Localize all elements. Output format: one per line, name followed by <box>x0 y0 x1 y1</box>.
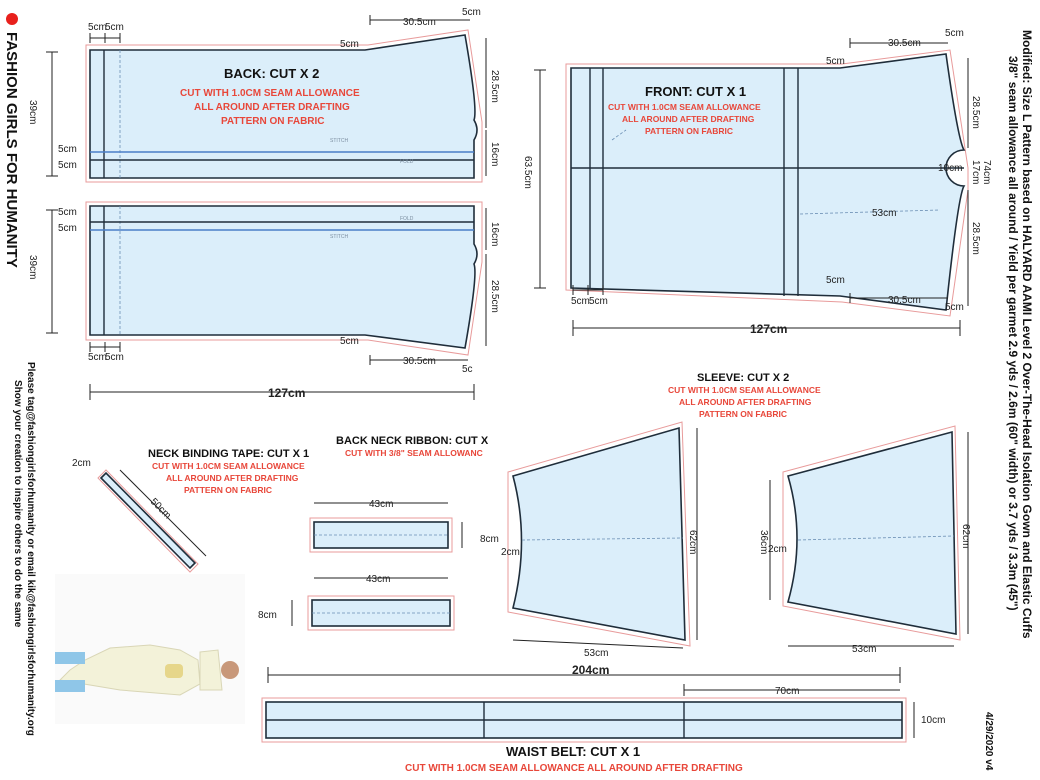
back-dim-top: 5cm <box>462 7 481 18</box>
front-dim-shoulder: 30.5cm <box>888 38 921 49</box>
waist-belt-section: 70cm <box>775 686 800 697</box>
neck-binding-note-2: ALL AROUND AFTER DRAFTING <box>166 473 299 483</box>
social-line1: Please tag@fashiongirlsforhumanity or email kik@fashiongirlsforhumanity.org <box>25 362 36 736</box>
waist-belt-title: WAIST BELT: CUT X 1 <box>506 744 641 759</box>
front-note-1: CUT WITH 1.0CM SEAM ALLOWANCE <box>608 102 761 112</box>
sleeve-a-bottom: 53cm <box>584 648 609 659</box>
gown-model-illustration <box>55 574 245 724</box>
neck-ribbon-title: BACK NECK RIBBON: CUT X <box>336 435 489 447</box>
back-dim-lower-shoulder: 30.5cm <box>403 356 436 367</box>
sleeve-b-bottom: 53cm <box>852 644 877 655</box>
back-dim-neck: 5cm <box>340 39 359 50</box>
neck-ribbon-b-length: 43cm <box>366 574 391 585</box>
waist-belt-piece <box>262 667 914 742</box>
front-dim-neck: 5cm <box>826 56 845 67</box>
neck-ribbon-b-height: 8cm <box>258 610 277 621</box>
sleeve-a-length: 62cm <box>687 530 698 555</box>
sleeve-b-length: 62cm <box>960 524 971 549</box>
back-dim-lower-strap-b: 5cm <box>105 352 124 363</box>
neck-ribbon-piece-a <box>310 503 462 552</box>
waist-belt-note: CUT WITH 1.0CM SEAM ALLOWANCE ALL AROUND AFTER DRAFTING <box>405 763 743 774</box>
front-dim-armhole: 28.5cm <box>970 96 981 129</box>
front-pattern-piece <box>566 50 968 316</box>
sleeve-piece-left <box>508 422 697 648</box>
neck-ribbon-a-length: 43cm <box>369 499 394 510</box>
front-note-3: PATTERN ON FABRIC <box>645 126 733 136</box>
neck-ribbon-piece-b <box>292 578 454 630</box>
back-dim-width: 127cm <box>268 386 306 400</box>
pattern-info-line2: 3/8" seam allowance all around / Yield per garmet 2.9 yds / 2.6m (60" width) or 3.7 yds / 3.3m (45") <box>1006 56 1020 611</box>
front-dim-lower-neck: 5cm <box>826 275 845 286</box>
neck-binding-title: NECK BINDING TAPE: CUT X 1 <box>148 448 310 460</box>
front-dim-top: 5cm <box>945 28 964 39</box>
front-dim-neck10: 10cm <box>938 163 963 174</box>
back-dim-strap-a: 5cm <box>88 22 107 33</box>
neck-binding-length: 50cm <box>147 496 173 522</box>
back-dim-lower-neck: 5cm <box>340 336 359 347</box>
back-note-3: PATTERN ON FABRIC <box>221 116 325 127</box>
neck-binding-note-1: CUT WITH 1.0CM SEAM ALLOWANCE <box>152 461 305 471</box>
front-note-2: ALL AROUND AFTER DRAFTING <box>622 114 755 124</box>
front-dim-strap-b: 5cm <box>589 296 608 307</box>
back-dim-tie-b: 5cm <box>58 160 77 171</box>
back-dim-lower-tie-b: 5cm <box>58 223 77 234</box>
neck-ribbon-a-height: 8cm <box>480 534 499 545</box>
back-title: BACK: CUT X 2 <box>224 66 320 81</box>
svg-text:STITCH: STITCH <box>330 138 349 144</box>
svg-text:STITCH: STITCH <box>330 234 349 240</box>
front-dim-armhole-b: 28.5cm <box>970 222 981 255</box>
sleeve-b-cuff-width: 36cm <box>758 530 769 555</box>
back-dim-strap-b: 5cm <box>105 22 124 33</box>
sleeve-note-3: PATTERN ON FABRIC <box>699 409 787 419</box>
svg-text:FOLD: FOLD <box>400 216 414 222</box>
sleeve-note-2: ALL AROUND AFTER DRAFTING <box>679 397 812 407</box>
social-line2: Show your creation to inspire others to do the same <box>12 380 23 628</box>
front-dim-height: 63.5cm <box>522 156 533 189</box>
back-dim-lower-height: 39cm <box>27 255 38 280</box>
back-note-1: CUT WITH 1.0CM SEAM ALLOWANCE <box>180 88 360 99</box>
front-dim-inner: 53cm <box>872 208 897 219</box>
sleeve-a-cuff: 2cm <box>501 547 520 558</box>
sleeve-title: SLEEVE: CUT X 2 <box>697 372 790 384</box>
front-dim-total: 74cm <box>981 160 992 185</box>
back-dim-side: 16cm <box>489 142 500 167</box>
back-dim-lower-strap-a: 5cm <box>88 352 107 363</box>
front-dim-neck17: 17cm <box>970 160 981 185</box>
front-dim-strap-a: 5cm <box>571 296 590 307</box>
version-label: 4/29/2020 v4 <box>983 712 994 771</box>
sleeve-note-1: CUT WITH 1.0CM SEAM ALLOWANCE <box>668 385 821 395</box>
back-dim-lower-top: 5c <box>462 364 473 375</box>
back-dim-lower-side: 16cm <box>489 222 500 247</box>
back-dim-lower-tie-a: 5cm <box>58 207 77 218</box>
front-title: FRONT: CUT X 1 <box>645 84 747 99</box>
sleeve-piece-right <box>770 426 968 646</box>
brand-dot <box>6 13 18 25</box>
front-dim-lower-shoulder: 30.5cm <box>888 295 921 306</box>
back-dim-tie-a: 5cm <box>58 144 77 155</box>
neck-binding-width: 2cm <box>72 458 91 469</box>
front-dim-lower-top: 5cm <box>945 302 964 313</box>
back-dim-lower-armhole: 28.5cm <box>489 280 500 313</box>
back-dim-shoulder: 30.5cm <box>403 17 436 28</box>
front-dim-width: 127cm <box>750 322 788 336</box>
back-dim-height: 39cm <box>27 100 38 125</box>
svg-text:FOLD: FOLD <box>400 159 414 165</box>
sleeve-b-cuff: 2cm <box>768 544 787 555</box>
waist-belt-length: 204cm <box>572 663 610 677</box>
waist-belt-height: 10cm <box>921 715 946 726</box>
pattern-info-line1: Modified: Size L Pattern based on HALYARD AAMI Level 2 Over-The-Head Isolation Gown and Elastic Cuffs <box>1020 30 1034 639</box>
back-dim-armhole: 28.5cm <box>489 70 500 103</box>
neck-binding-note-3: PATTERN ON FABRIC <box>184 485 272 495</box>
back-note-2: ALL AROUND AFTER DRAFTING <box>194 102 350 113</box>
brand-name: FASHION GIRLS FOR HUMANITY <box>3 32 20 268</box>
neck-ribbon-note-1: CUT WITH 3/8" SEAM ALLOWANC <box>345 448 483 458</box>
